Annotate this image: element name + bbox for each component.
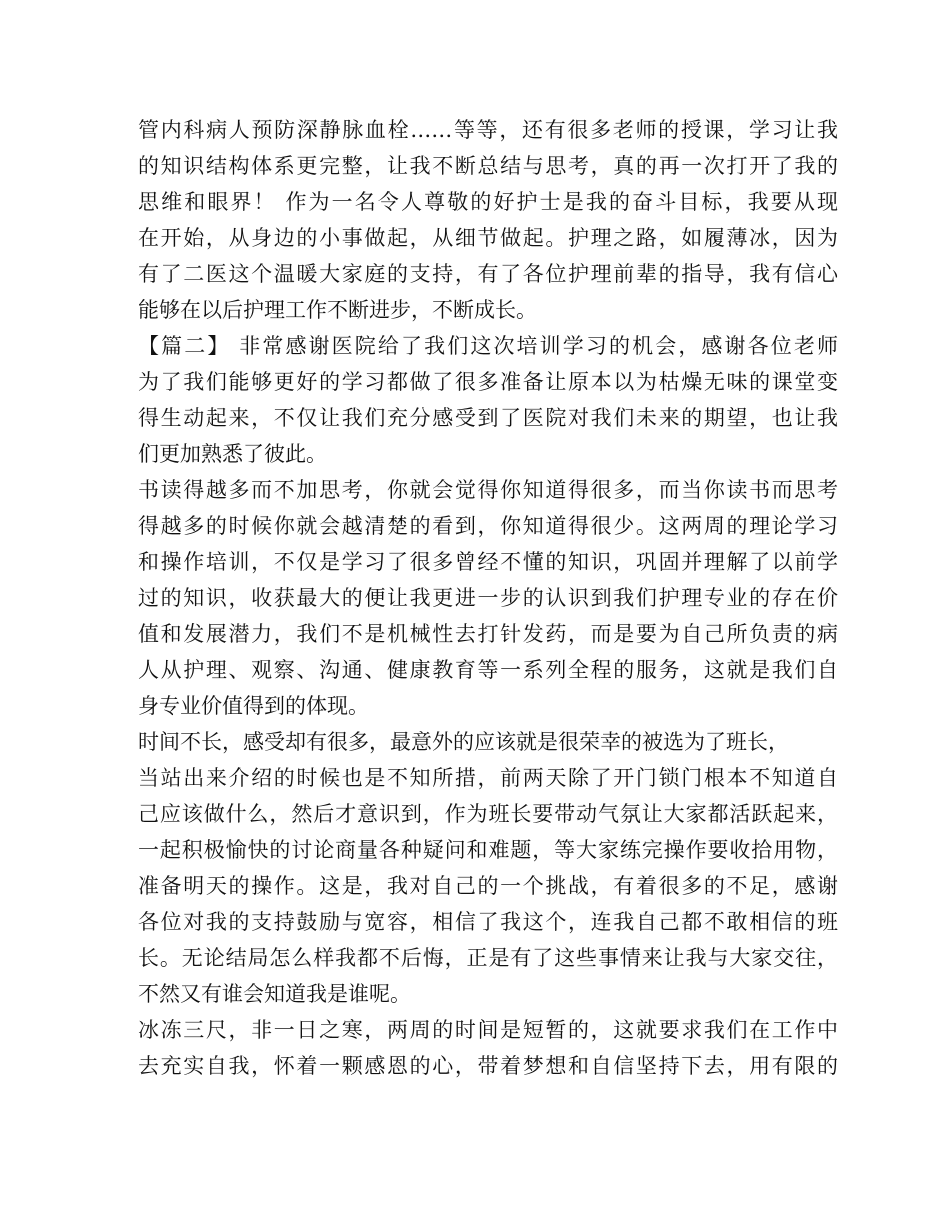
text-line: 管内科病人预防深静脉血栓……等等，还有很多老师的授课，学习让我: [138, 118, 838, 142]
text-line: 的知识结构体系更完整，让我不断总结与思考，真的再一次打开了我的: [138, 154, 838, 178]
text-line: 人从护理、观察、沟通、健康教育等一系列全程的服务，这就是我们自: [138, 658, 838, 682]
text-line: 准备明天的操作。这是，我对自己的一个挑战，有着很多的不足，感谢: [138, 874, 838, 898]
text-line: 值和发展潜力，我们不是机械性去打针发药，而是要为自己所负责的病: [138, 622, 838, 646]
text-line: 们更加熟悉了彼此。: [138, 442, 327, 466]
text-line: 当站出来介绍的时候也是不知所措，前两天除了开门锁门根本不知道自: [138, 766, 838, 790]
text-line: 一起积极愉快的讨论商量各种疑问和难题，等大家练完操作要收拾用物，: [138, 838, 838, 862]
text-line: 在开始，从身边的小事做起，从细节做起。护理之路，如履薄冰，因为: [138, 226, 838, 250]
text-line: 得生动起来，不仅让我们充分感受到了医院对我们未来的期望，也让我: [138, 406, 838, 430]
section-heading-line: 【篇二】 非常感谢医院给了我们这次培训学习的机会，感谢各位老师: [138, 334, 838, 358]
text-line: 去充实自我，怀着一颗感恩的心，带着梦想和自信坚持下去，用有限的: [138, 1054, 838, 1078]
text-line: 各位对我的支持鼓励与宽容，相信了我这个，连我自己都不敢相信的班: [138, 910, 838, 934]
text-line: 时间不长，感受却有很多，最意外的应该就是很荣幸的被选为了班长，: [138, 730, 789, 754]
text-line: 得越多的时候你就会越清楚的看到，你知道得很少。这两周的理论学习: [138, 514, 838, 538]
text-line: 书读得越多而不加思考，你就会觉得你知道得很多，而当你读书而思考: [138, 478, 838, 502]
text-line: 和操作培训，不仅是学习了很多曾经不懂的知识，巩固并理解了以前学: [138, 550, 838, 574]
document-text-body: [138, 112, 838, 1084]
text-line: 能够在以后护理工作不断进步，不断成长。: [138, 298, 537, 322]
text-line: 过的知识，收获最大的便让我更进一步的认识到我们护理专业的存在价: [138, 586, 838, 610]
text-line: 思维和眼界！ 作为一名令人尊敬的好护士是我的奋斗目标，我要从现: [138, 190, 838, 214]
text-line: 不然又有谁会知道我是谁呢。: [138, 982, 411, 1006]
text-line: 有了二医这个温暖大家庭的支持，有了各位护理前辈的指导，我有信心: [138, 262, 838, 286]
text-line: 冰冻三尺，非一日之寒，两周的时间是短暂的，这就要求我们在工作中: [138, 1018, 838, 1042]
text-line: 己应该做什么，然后才意识到，作为班长要带动气氛让大家都活跃起来，: [138, 802, 838, 826]
text-line: 身专业价值得到的体现。: [138, 694, 369, 718]
text-line: 长。无论结局怎么样我都不后悔，正是有了这些事情来让我与大家交往，: [138, 946, 838, 970]
text-line: 为了我们能够更好的学习都做了很多准备让原本以为枯燥无味的课堂变: [138, 370, 838, 394]
